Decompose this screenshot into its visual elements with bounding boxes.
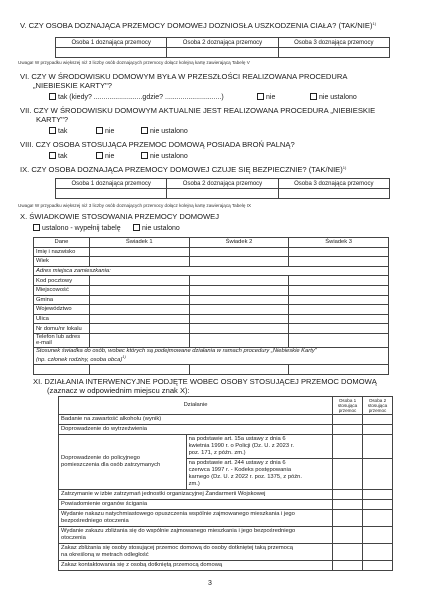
person-2-mark[interactable] — [363, 561, 393, 571]
col3-line2: stosująca — [367, 403, 388, 408]
witness-1-cell[interactable] — [89, 295, 189, 305]
witness-1-cell[interactable] — [89, 333, 189, 347]
s6-nie-label: nie — [266, 94, 276, 101]
witness-3-cell[interactable] — [289, 314, 389, 324]
witness-2-cell[interactable] — [189, 257, 289, 267]
table-row — [59, 510, 393, 527]
person-2-mark[interactable] — [363, 459, 393, 490]
s10-nie-ustalono-checkbox[interactable] — [133, 224, 140, 231]
person-2-mark[interactable] — [363, 527, 393, 544]
relation-blank-label — [34, 364, 90, 374]
row-label — [34, 333, 90, 347]
section-vii-title: VII. CZY W ŚRODOWISKU DOMOWYM AKTUALNIE JEST REALIZOWANA PROCEDURA „NIEBIESKIE — [20, 106, 376, 115]
person-1-mark[interactable] — [333, 425, 363, 435]
a3-r2-line3: karnego (Dz. U. z 2022 r. poz. 1375, z późn. — [188, 474, 303, 480]
person-1-mark[interactable] — [333, 544, 363, 561]
person-1-mark[interactable] — [333, 527, 363, 544]
person-1-mark[interactable] — [333, 459, 363, 490]
victim-1-safety-cell[interactable] — [56, 189, 167, 199]
row-label: Miejscowość — [34, 285, 90, 295]
witness-col-dane: Dane — [34, 238, 90, 248]
person-2-mark[interactable] — [363, 500, 393, 510]
s6-tak-label: tak — [58, 94, 68, 101]
action-label: Badanie na zawartość alkoholu (wynik) — [59, 415, 333, 425]
a3-r2-line4: zm.) — [188, 481, 200, 487]
a3-r2-line2: czerwca 1997 r. - Kodeks postępowania — [188, 467, 292, 473]
row-label: Wiek — [34, 257, 90, 267]
person-2-mark[interactable] — [363, 415, 393, 425]
section-vi-title: VI. CZY W ŚRODOWISKU DOMOWYM BYŁA W PRZESZŁOŚCI REALIZOWANA PROCEDURA — [20, 72, 348, 81]
victims-safety-table — [55, 178, 390, 199]
witness-col-3: Świadek 3 — [289, 238, 389, 248]
s7-nie-ustalono-label: nie ustalono — [150, 128, 188, 135]
s8-nie-ustalono-checkbox[interactable] — [141, 152, 148, 159]
table-row — [34, 324, 389, 334]
s6-nie-checkbox[interactable] — [257, 93, 264, 100]
a7-line2: otoczenia — [61, 535, 86, 541]
col2-line2: stosująca — [337, 403, 358, 408]
table-row — [59, 435, 393, 459]
table-row — [59, 415, 393, 425]
s6-nie-option[interactable] — [257, 93, 275, 102]
table-row — [59, 425, 393, 435]
row-label-line2: e-mail — [36, 340, 52, 347]
witness-1-cell[interactable] — [89, 285, 189, 295]
table-row — [59, 500, 393, 510]
a3-r1-line1: na podstawie art. 15a ustawy z dnia 6 — [188, 436, 286, 442]
s8-nie-ustalono-label: nie ustalono — [150, 153, 188, 160]
s7-nie-ustalono-checkbox[interactable] — [141, 127, 148, 134]
person-1-mark[interactable] — [333, 500, 363, 510]
witness-col-1: Świadek 1 — [89, 238, 189, 248]
table-row — [59, 544, 393, 561]
s10-nie-ustalono-label: nie ustalono — [142, 225, 180, 232]
witness-2-cell[interactable] — [189, 364, 289, 374]
table-row — [34, 276, 389, 286]
s6-nie-ustalono-label: nie ustalono — [319, 94, 357, 101]
witness-2-cell[interactable] — [189, 324, 289, 334]
table-row — [34, 314, 389, 324]
table-row — [59, 527, 393, 544]
s7-tak-label: tak — [58, 128, 68, 135]
victim-1-header: Osoba 1 doznająca przemocy — [56, 179, 167, 189]
person-1-mark[interactable] — [333, 490, 363, 500]
relation-heading — [34, 347, 389, 364]
section-viii-title: VIII. CZY OSOBA STOSUJĄCA PRZEMOC DOMOWĄ POSIADA BROŃ PALNĄ? — [20, 140, 295, 149]
s8-tak-checkbox[interactable] — [49, 152, 56, 159]
a3-r1-line3: poz. 171, z późn. zm.) — [188, 450, 246, 456]
witness-1-cell[interactable] — [89, 276, 189, 286]
section-v-title-text: V. CZY OSOBA DOZNAJĄCA PRZEMOCY DOMOWEJ DOZNIOSŁA USZKODZENIA CIAŁA? (TAK/NIE) — [20, 21, 373, 30]
victim-2-safety-cell[interactable] — [167, 189, 278, 199]
s6-nie-ustalono-option[interactable] — [310, 93, 357, 102]
row-label: Województwo — [34, 305, 90, 315]
a8-line2: na określoną w metrach odległość — [61, 552, 149, 558]
action-label: Zatrzymanie w izbie zatrzymań jednostki organizacyjnej Żandarmerii Wojskowej — [59, 490, 333, 500]
col3-line3: przemoc — [368, 408, 387, 413]
page-number: 3 — [208, 580, 212, 587]
victim-3-header: Osoba 3 doznająca przemocy — [278, 38, 389, 48]
section-ix-footnote: 1) — [342, 165, 347, 170]
s7-nie-ustalono-option[interactable] — [141, 127, 188, 136]
action-label: Zakaz kontaktowania się z osobą dotkniętą przemocą domową — [59, 561, 333, 571]
victims-injury-table — [55, 37, 390, 58]
a6-line1: Wydanie nakazu natychmiastowego opuszczenia wspólnie zajmowanego mieszkania i jego — [61, 511, 295, 517]
witness-3-cell[interactable] — [289, 333, 389, 347]
person-1-mark[interactable] — [333, 561, 363, 571]
action-label: Doprowadzenie do wytrzeźwienia — [59, 425, 333, 435]
table-row — [34, 257, 389, 267]
row-label: Nr domu/nr lokalu — [34, 324, 90, 334]
a6-line2: bezpośredniego otoczenia — [61, 518, 129, 524]
witness-1-cell[interactable] — [89, 247, 189, 257]
action-label — [59, 527, 333, 544]
row-label: Ulica — [34, 314, 90, 324]
victim-1-injury-cell[interactable] — [56, 48, 167, 58]
actions-col-person2 — [363, 397, 393, 415]
table-row — [34, 333, 389, 347]
s10-ustalono-option[interactable] — [33, 224, 121, 233]
table-row — [34, 285, 389, 295]
actions-col-action: Działanie — [59, 397, 333, 415]
table-row — [34, 295, 389, 305]
actions-col-person1 — [333, 397, 363, 415]
person-1-mark[interactable] — [333, 510, 363, 527]
witness-2-cell[interactable] — [189, 247, 289, 257]
s6-nie-ustalono-checkbox[interactable] — [310, 93, 317, 100]
row-label: Imię i nazwisko — [34, 247, 90, 257]
a3-r2-line1: na podstawie art. 244 ustawy z dnia 6 — [188, 460, 286, 466]
table-row — [34, 305, 389, 315]
s8-nie-checkbox[interactable] — [96, 152, 103, 159]
s8-tak-option[interactable] — [49, 152, 67, 161]
s8-nie-label: nie — [105, 153, 115, 160]
a3-r1-line2: kwietnia 1990 r. o Policji (Dz. U. z 2023 r. — [188, 443, 294, 449]
s10-ustalono-checkbox[interactable] — [33, 224, 40, 231]
person-2-mark[interactable] — [363, 490, 393, 500]
victim-2-header: Osoba 2 doznająca przemocy — [167, 179, 278, 189]
col3-line1: Osoba 2 — [368, 398, 387, 403]
relation-note-line2 — [36, 354, 386, 364]
s10-nie-ustalono-option[interactable] — [133, 224, 180, 233]
action-label — [59, 435, 187, 490]
s8-tak-label: tak — [58, 153, 68, 160]
witness-2-cell[interactable] — [189, 295, 289, 305]
witness-3-cell[interactable] — [289, 247, 389, 257]
victim-2-injury-cell[interactable] — [167, 48, 278, 58]
section-xi-title: XI. DZIAŁANIA INTERWENCYJNE PODJĘTE WOBEC OSOBY STOSUJĄCEJ PRZEMOC DOMOWĄ — [33, 377, 377, 386]
relation-note-line1: Stosunek świadka do osób, wobec których są podejmowane działania w ramach procedury „Niebieskie Karty" — [36, 347, 317, 354]
action-label: Powiadomienie organów ścigania — [59, 500, 333, 510]
witness-1-cell[interactable] — [89, 314, 189, 324]
s6-tak-checkbox[interactable] — [49, 93, 56, 100]
section-vi-title-cont: „NIEBIESKIE KARTY"? — [33, 81, 112, 90]
a3-left-line2: pomieszczenia dla osób zatrzymanych — [61, 462, 161, 468]
victim-3-safety-cell[interactable] — [278, 189, 389, 199]
table-row — [34, 247, 389, 257]
note-table-v: Uwaga! W przypadku większej niż 3 liczby osób doznających przemocy dołącz kolejną kartę zawierającą Tabelę V — [18, 60, 250, 65]
actions-table — [58, 396, 393, 571]
witness-1-cell[interactable] — [89, 305, 189, 315]
victim-3-header: Osoba 3 doznająca przemocy — [278, 179, 389, 189]
s7-nie-label: nie — [105, 128, 115, 135]
col2-line1: Osoba 1 — [338, 398, 357, 403]
note-table-ix: Uwaga! W przypadku większej niż 3 liczby osób doznających przemocy dołącz kolejną kartę zawierającą Tabelę IX — [18, 203, 252, 208]
section-ix-title — [20, 163, 346, 174]
s7-tak-option[interactable] — [49, 127, 67, 136]
witnesses-table — [33, 237, 389, 375]
witness-col-2: Świadek 2 — [189, 238, 289, 248]
witness-2-cell[interactable] — [189, 276, 289, 286]
witness-3-cell[interactable] — [289, 257, 389, 267]
witness-2-cell[interactable] — [189, 285, 289, 295]
witness-3-cell[interactable] — [289, 276, 389, 286]
row-label-line1: Telefon lub adres — [36, 333, 81, 340]
person-1-mark[interactable] — [333, 435, 363, 459]
action-sublabel — [186, 435, 332, 459]
person-2-mark[interactable] — [363, 544, 393, 561]
person-2-mark[interactable] — [363, 510, 393, 527]
address-heading: Adres miejsca zamieszkania: — [34, 266, 389, 276]
action-label — [59, 510, 333, 527]
witness-3-cell[interactable] — [289, 364, 389, 374]
witness-1-cell[interactable] — [89, 324, 189, 334]
victim-1-header: Osoba 1 doznająca przemocy — [56, 38, 167, 48]
a7-line1: Wydanie zakazu zbliżania się do wspólnie zajmowanego mieszkania i jego bezpośredniego — [61, 528, 296, 534]
witness-3-cell[interactable] — [289, 295, 389, 305]
section-ix-title-text: IX. CZY OSOBA DOZNAJĄCA PRZEMOCY DOMOWEJ CZUJE SIĘ BEZPIECZNIE? (TAK/NIE) — [20, 165, 343, 174]
s7-nie-checkbox[interactable] — [96, 127, 103, 134]
section-v-title — [20, 19, 376, 30]
person-2-mark[interactable] — [363, 435, 393, 459]
witness-3-cell[interactable] — [289, 305, 389, 315]
s6-when-where-field[interactable]: (kiedy? .........................gdzie? .............................) — [69, 94, 224, 101]
s10-ustalono-label: ustalono - wypełnij tabelę — [42, 225, 121, 232]
s8-nie-ustalono-option[interactable] — [141, 152, 188, 161]
s7-nie-option[interactable] — [96, 127, 114, 136]
table-row — [59, 561, 393, 571]
witness-1-cell[interactable] — [89, 257, 189, 267]
row-label: Gmina — [34, 295, 90, 305]
a3-left-line1: Doprowadzenie do policyjnego — [61, 455, 140, 461]
witness-1-cell[interactable] — [89, 364, 189, 374]
s6-tak-option[interactable] — [49, 93, 224, 102]
table-row — [59, 490, 393, 500]
witness-2-cell[interactable] — [189, 314, 289, 324]
witness-3-cell[interactable] — [289, 285, 389, 295]
s7-tak-checkbox[interactable] — [49, 127, 56, 134]
section-v-footnote: 1) — [372, 21, 377, 26]
victim-3-injury-cell[interactable] — [278, 48, 389, 58]
table-row — [34, 364, 389, 374]
witness-2-cell[interactable] — [189, 305, 289, 315]
person-1-mark[interactable] — [333, 415, 363, 425]
relation-note-example: (np. członek rodziny, osoba obca) — [36, 357, 123, 364]
section-x-title: X. ŚWIADKOWIE STOSOWANIA PRZEMOCY DOMOWEJ — [20, 212, 220, 221]
person-2-mark[interactable] — [363, 425, 393, 435]
action-label — [59, 544, 333, 561]
s8-nie-option[interactable] — [96, 152, 114, 161]
victim-2-header: Osoba 2 doznająca przemocy — [167, 38, 278, 48]
relation-footnote: 1) — [122, 354, 126, 360]
section-xi-subtitle: (zaznacz w odpowiednim miejscu znak X): — [47, 386, 190, 395]
action-sublabel — [186, 459, 332, 490]
col2-line3: przemoc — [338, 408, 357, 413]
row-label: Kod pocztowy — [34, 276, 90, 286]
section-vii-title-cont: KARTY"? — [36, 115, 69, 124]
witness-2-cell[interactable] — [189, 333, 289, 347]
witness-3-cell[interactable] — [289, 324, 389, 334]
a8-line1: Zakaz zbliżania się osoby stosującej przemoc domową do osoby dotkniętej taką przemocą — [61, 545, 293, 551]
